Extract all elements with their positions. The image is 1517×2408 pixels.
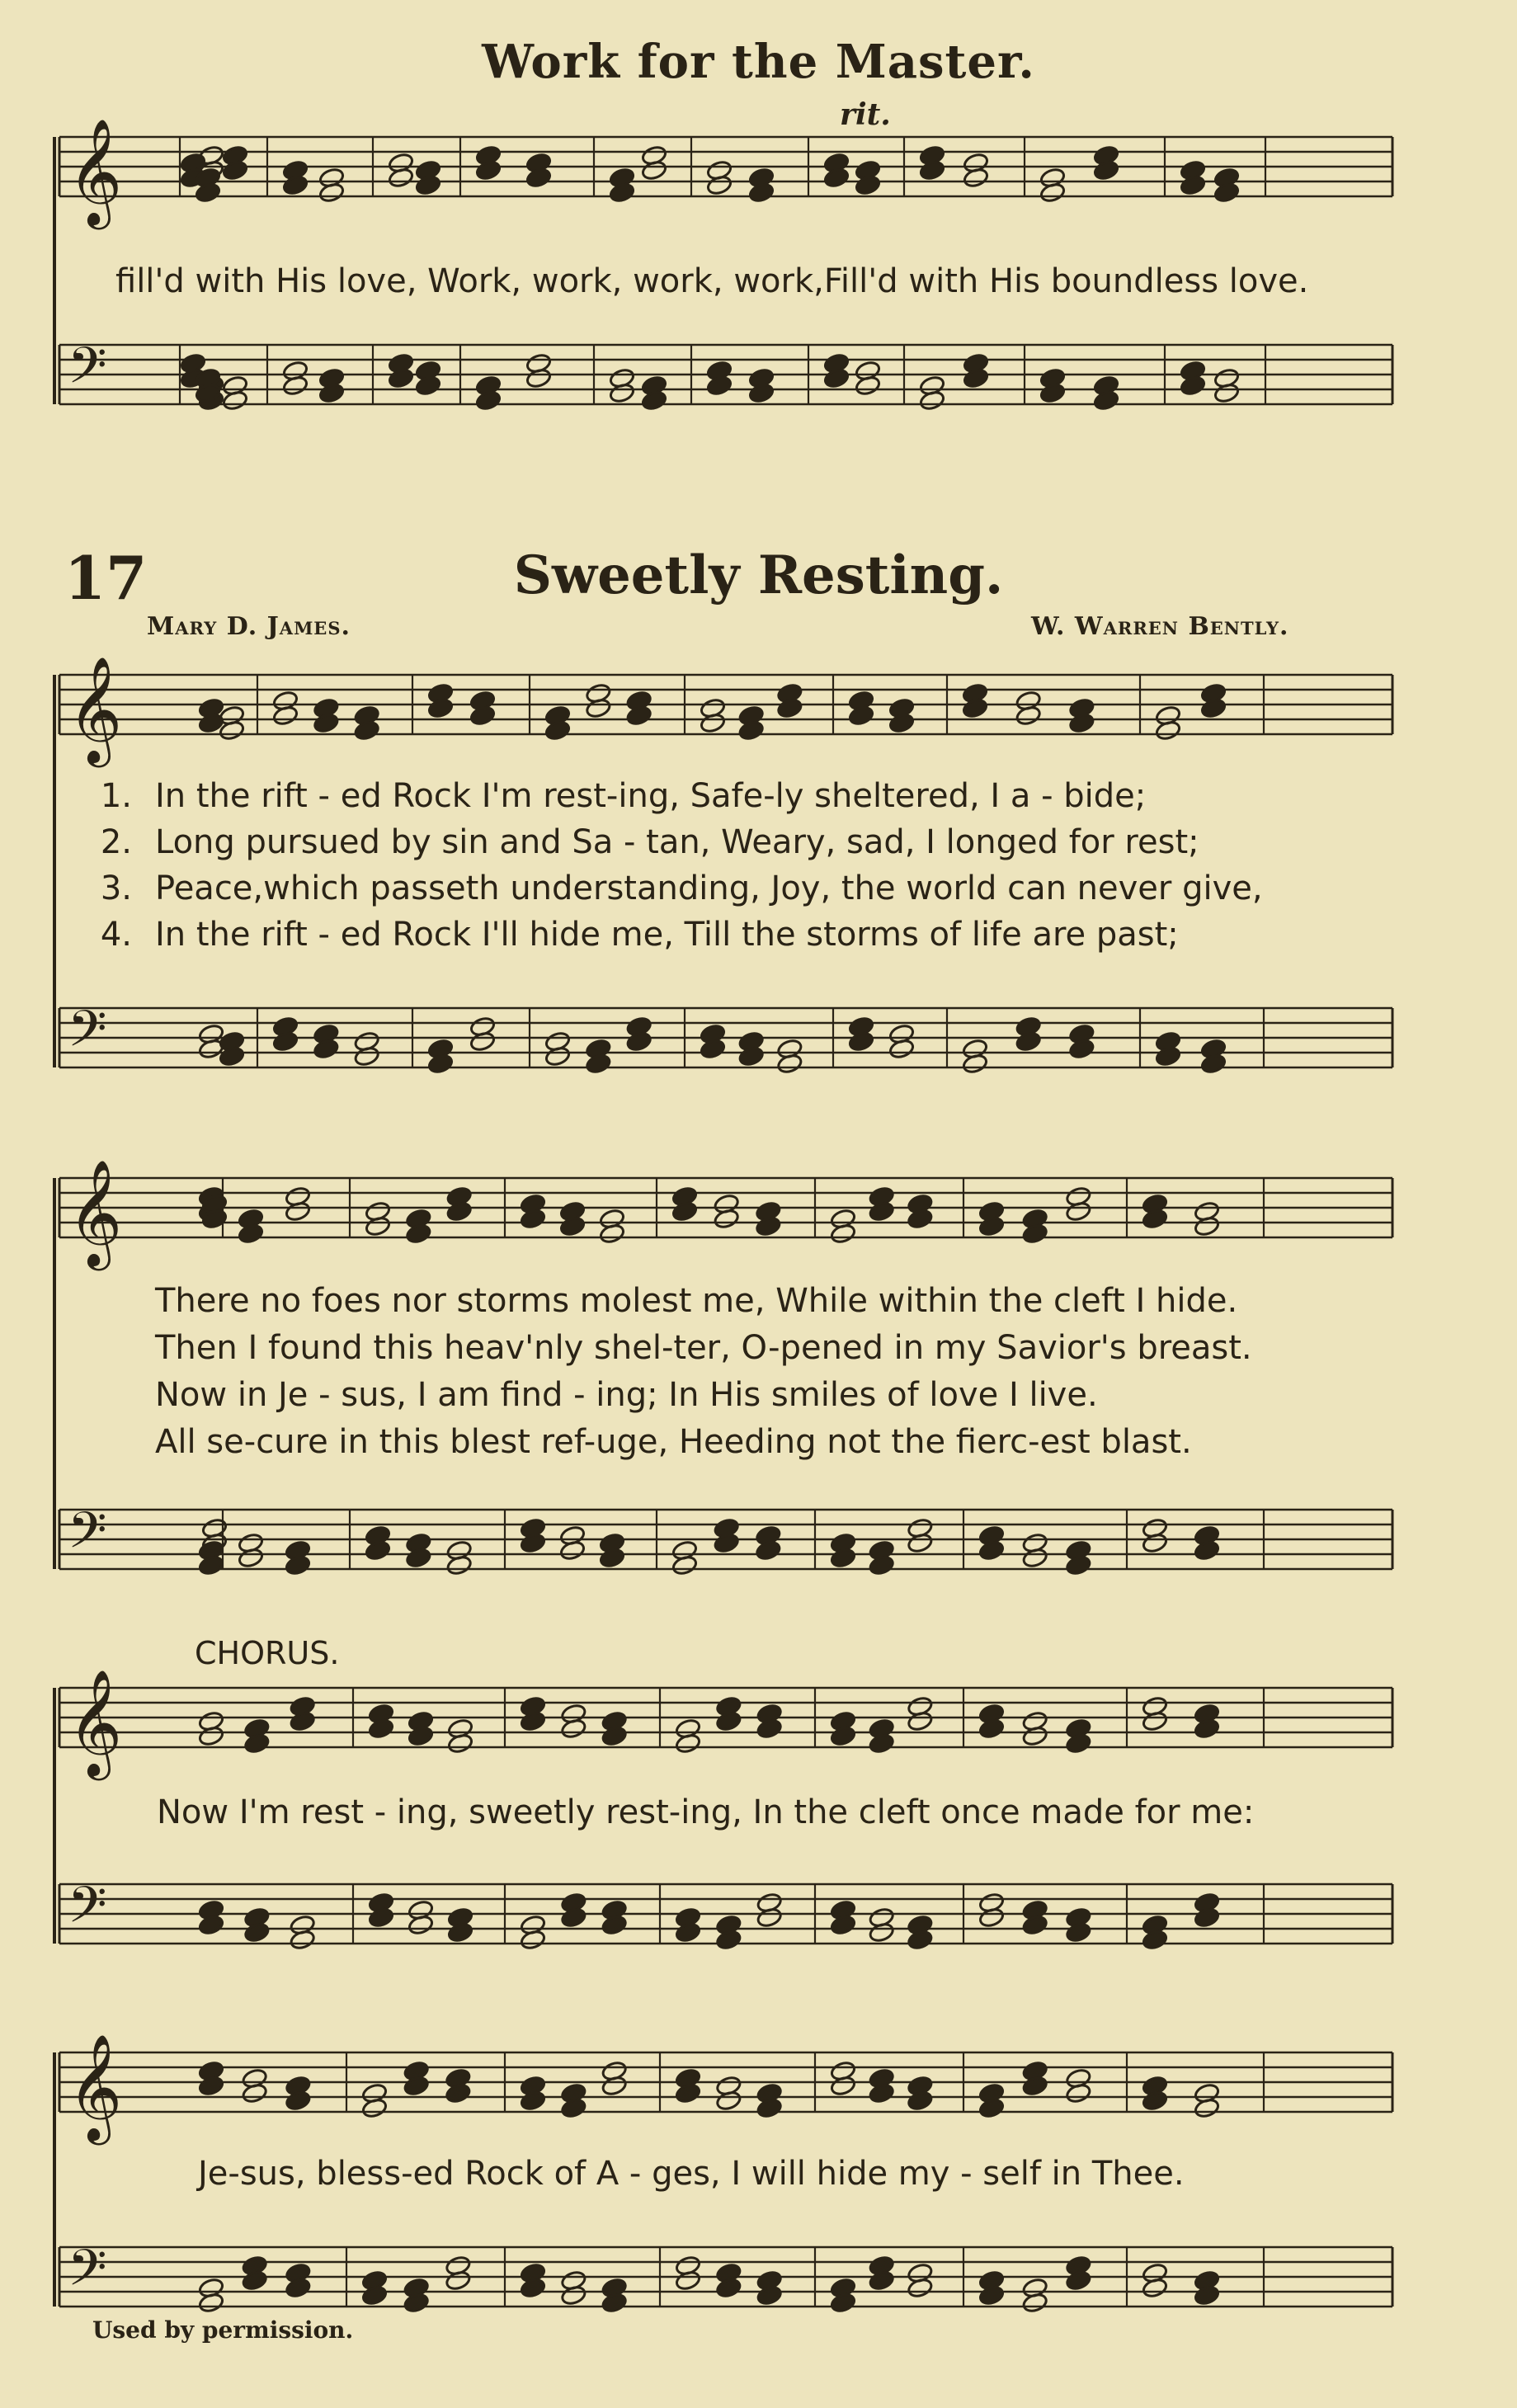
chorus-line: Now I'm rest - ing, sweetly rest-ing, In the cleft once made for me: [157,1793,1255,1831]
bass-clef-icon: 𝄢 [68,1501,107,1572]
verse-number: 3. [100,869,132,907]
verse-line: All se-cure in this blest ref-uge, Heeding not the fierc-est blast. [155,1423,1192,1461]
hymn-number: 17 [64,543,148,613]
bass-clef-icon: 𝄢 [68,1876,107,1947]
tempo-marking: rit. [840,97,891,132]
verse-text: In the rift - ed Rock I'll hide me, Till the storms of life are past; [155,916,1179,954]
treble-clef-icon: 𝄞 [68,2033,123,2141]
permission-note: Used by permission. [92,2316,354,2344]
bass-clef-icon: 𝄢 [68,337,107,408]
verse-text: Long pursued by sin and Sa - tan, Weary, sad, I longed for rest; [155,823,1199,861]
treble-clef-icon: 𝄞 [68,1669,123,1776]
chorus-label: CHORUS. [195,1635,340,1671]
treble-clef-icon: 𝄞 [68,118,123,225]
bass-clef-icon: 𝄢 [68,1000,107,1071]
music-credit: W. Warren Bently. [1031,612,1289,641]
verse-number: 1. [100,777,132,815]
prev-hymn-title: Work for the Master. [482,35,1035,89]
verse-line: There no foes nor storms molest me, While within the cleft I hide. [155,1282,1238,1320]
verse-line: Then I found this heav'nly shel-ter, O-pened in my Savior's breast. [155,1329,1252,1367]
words-credit: Mary D. James. [147,612,351,641]
verse-text: Peace,which passeth understanding, Joy, the world can never give, [155,869,1263,907]
verse-text: In the rift - ed Rock I'm rest-ing, Safe-ly sheltered, I a - bide; [155,777,1147,815]
verse-number: 4. [100,916,132,954]
hymn-title: Sweetly Resting. [513,544,1004,606]
bass-clef-icon: 𝄢 [68,2239,107,2310]
treble-clef-icon: 𝄞 [68,1159,123,1266]
chorus-line: Je-sus, bless-ed Rock of A - ges, I will hide my - self in Thee. [198,2155,1185,2193]
verse-line: Now in Je - sus, I am find - ing; In His smiles of love I live. [155,1376,1098,1414]
verse-number: 2. [100,823,132,861]
treble-clef-icon: 𝄞 [68,656,123,763]
prev-hymn-lyric: fill'd with His love, Work, work, work, work,Fill'd with His boundless love. [115,262,1309,300]
